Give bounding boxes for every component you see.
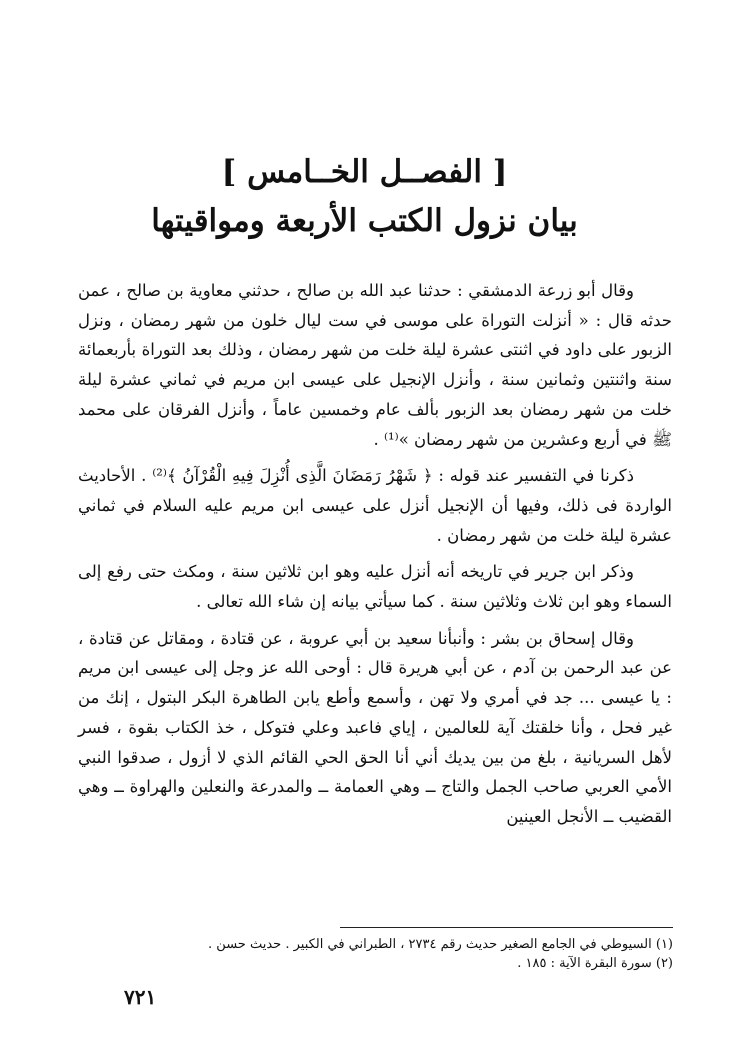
paragraph-1: وقال أبو زرعة الدمشقي : حدثنا عبد الله بن صالح ، حدثني معاوية بن صالح ، عمن حدثه قال : « أنزلت التوراة على موسى في ست ليال خلون من شهر رمضان ، ونزل الزبور على داود في اثنتى عشرة ليلة خلت من شهر رمضان ، وذلك بعد التوراة بأربعمائة سنة واثنتين وثمانين سنة ، وأنزل الإنجيل على عيسى ابن مريم في ثماني عشرة ليلة خلت من شهر رمضان بعد الزبور بألف عام وخمسين عاماً ، وأنزل الفرقان على محمد ﷺ في أربع وعشرين من شهر رمضان »⁽¹⁾ .: [78, 281, 672, 449]
page-number: ٧٢١: [124, 985, 157, 1009]
footnote-1: (١) السيوطي في الجامع الصغير حديث رقم ٢٧٣٤ ، الطبراني في الكبير . حديث حسن .: [208, 937, 673, 952]
paragraph-2: ذكرنا في التفسير عند قوله : ﴿ شَهْرُ رَمَضَانَ الَّذِى أُنْزِلَ فِيهِ الْقُرْآنُ ﴾⁽²⁾ . الأحاديث الواردة فى ذلك، وفيها أن الإنجيل أنزل على عيسى ابن مريم عليه السلام في ثماني عشرة ليلة خلت من شهر رمضان .: [78, 466, 672, 545]
footnote-divider: [340, 927, 673, 928]
paragraph-4: وقال إسحاق بن بشر : وأنبأنا سعيد بن أبي عروبة ، عن قتادة ، ومقاتل عن قتادة ، عن عبد الرحمن بن آدم ، عن أبي هريرة قال : أوحى الله عز وجل إلى عيسى ابن مريم : يا عيسى ... جد في أمري ولا تهن ، وأسمع وأطع يابن الطاهرة البكر البتول ، إنك من غير فحل ، وأنا خلقتك آية للعالمين ، إياي فاعبد وعلي فتوكل ، خذ الكتاب بقوة ، فسر لأهل السريانية ، بلغ من بين يديك أني أنا الحق الحي القائم الذي لا أزول ، صدقوا النبي الأمي العربي صاحب الجمل والتاج ــ وهي العمامة ــ والمدرعة والنعلين والهراوة ــ وهي القضيب ــ الأنجل العينين: [78, 628, 672, 826]
footnote-2: (٢) سورة البقرة الآية : ١٨٥ .: [517, 956, 673, 971]
body-text: [78, 276, 672, 839]
chapter-heading: [ الفصــل الخــامس ]: [221, 154, 508, 190]
footnotes: [120, 935, 673, 973]
section-title: بيان نزول الكتب الأربعة ومواقيتها: [151, 203, 578, 239]
paragraph-3: وذكر ابن جرير في تاريخه أنه أنزل عليه وهو ابن ثلاثين سنة ، ومكث حتى رفع إلى السماء وهو ابن ثلاث وثلاثين سنة . كما سيأتي بيانه إن شاء الله تعالى .: [78, 562, 672, 612]
